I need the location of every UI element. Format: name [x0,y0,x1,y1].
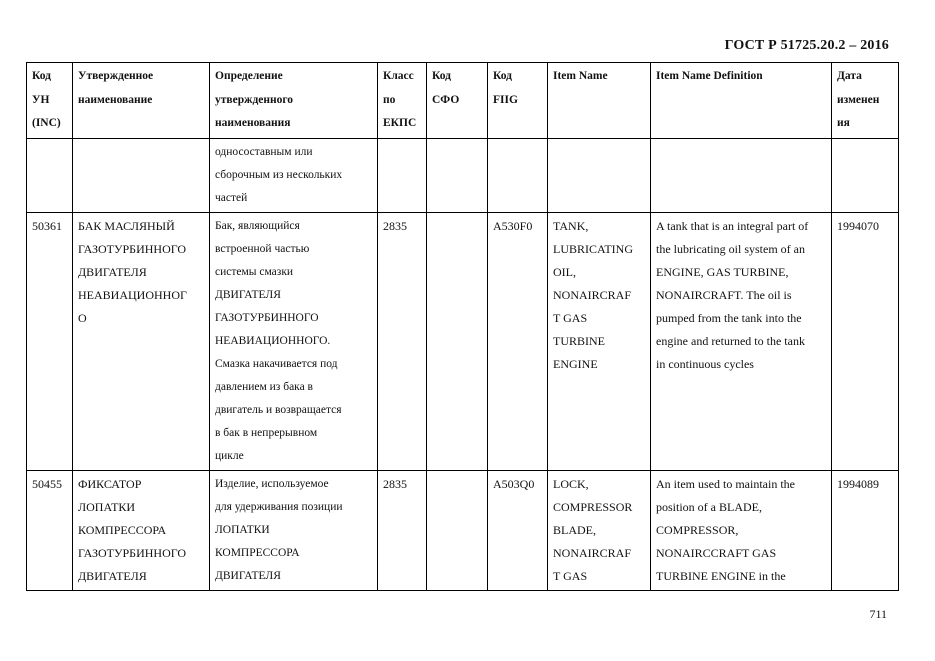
document-standard-header: ГОСТ Р 51725.20.2 – 2016 [724,38,889,53]
col-header-item-name: Item Name [548,63,651,139]
cell-item-definition [651,138,832,212]
cell-date [832,138,899,212]
cell-fiig: A503Q0 [488,470,548,590]
table-row [27,470,899,590]
col-header-sfo: Код СФО [427,63,488,139]
col-header-date: Дата изменен ия [832,63,899,139]
cell-class: 2835 [378,470,427,590]
col-header-item-definition: Item Name Definition [651,63,832,139]
cell-inc [27,138,73,212]
table-row [27,212,899,470]
cell-item-name: LOCK, COMPRESSOR BLADE, NONAIRCRAF T GAS [548,470,651,590]
cell-date: 1994089 [832,470,899,590]
catalog-table [26,62,899,591]
page-number: 711 [869,607,887,621]
cell-item-definition: A tank that is an integral part of the lubricating oil system of an ENGINE, GAS TURBINE, NONAIRCRAFT. The oil is pumped from the tank into the engine and returned to the tank in continuous cycles [651,212,832,470]
cell-class: 2835 [378,212,427,470]
cell-fiig [488,138,548,212]
cell-date: 1994070 [832,212,899,470]
cell-name-ru [73,138,210,212]
cell-class [378,138,427,212]
cell-fiig: A530F0 [488,212,548,470]
cell-item-name: TANK, LUBRICATING OIL, NONAIRCRAF T GAS TURBINE ENGINE [548,212,651,470]
cell-definition-ru: односоставным или сборочным из нескольких частей [210,138,378,212]
col-header-class: Класс по ЕКПС [378,63,427,139]
cell-sfo [427,138,488,212]
cell-inc: 50361 [27,212,73,470]
cell-definition-ru: Изделие, используемое для удерживания позиции ЛОПАТКИ КОМПРЕССОРА ДВИГАТЕЛЯ [210,470,378,590]
cell-item-name [548,138,651,212]
col-header-inc: Код УН (INC) [27,63,73,139]
cell-sfo [427,470,488,590]
cell-name-ru: ФИКСАТОР ЛОПАТКИ КОМПРЕССОРА ГАЗОТУРБИННОГО ДВИГАТЕЛЯ [73,470,210,590]
cell-item-definition: An item used to maintain the position of a BLADE, COMPRESSOR, NONAIRCCRAFT GAS TURBINE ENGINE in the [651,470,832,590]
cell-name-ru: БАК МАСЛЯНЫЙ ГАЗОТУРБИННОГО ДВИГАТЕЛЯ НЕАВИАЦИОННОГ О [73,212,210,470]
cell-inc: 50455 [27,470,73,590]
col-header-approved-name: Утвержденное наименование [73,63,210,139]
table-header-row [27,63,899,139]
col-header-name-definition: Определение утвержденного наименования [210,63,378,139]
cell-sfo [427,212,488,470]
table-row [27,138,899,212]
col-header-fiig: Код FIIG [488,63,548,139]
cell-definition-ru: Бак, являющийся встроенной частью системы смазки ДВИГАТЕЛЯ ГАЗОТУРБИННОГО НЕАВИАЦИОННОГО. Смазка накачивается под давлением из бака в двигатель и возвращается в бак в непрерывном цикле [210,212,378,470]
